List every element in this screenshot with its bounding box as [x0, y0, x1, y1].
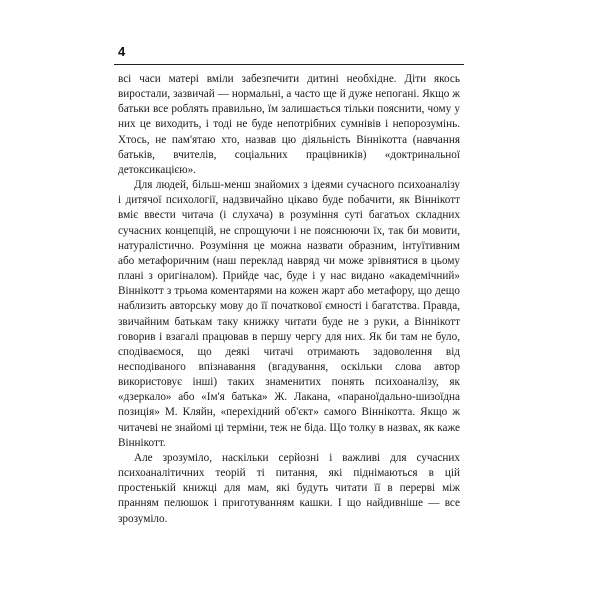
paragraph-2: Для людей, більш-менш знайомих з ідеями сучасного психоаналізу і дитячої психології, надзвичайно цікаво буде побачити, як Віннікотт вміє ввести читача (і слухача) в розуміння суті багатьох складних сучасних концепцій, не спрощуючи і не пояснюючи їх, так би мовити, натуралістично. Розуміння це можна назвати образним, інтуїтивним або метафоричним (наш переклад навряд чи може зрівнятися в цьому плані з оригіналом). Прийде час, буде і у нас видано «академічний» Віннікотт з трьома коментарями на кожен жарт або метафору, що дещо наблизить авторську мову до її початкової ємності і багатства. Правда, звичайним батькам таку книжку читати буде не з руки, а Віннікотт говорив і взагалі працював в першу чергу для них. Як би там не було, сподіваємося, що деякі читачі отримають задоволення від несподіваного впізнавання (вгадування, оскільки слова автор використовує інші) таких знаменитих понять психоаналізу, як «дзеркало» або «Ім'я батька» Ж. Лакана, «параноїдально-шизоїдна позиція» М. Кляйн, «перехідний об'єкт» самого Віннікотта. Якщо ж читачеві не знайомі ці терміни, теж не біда. Що толку в назвах, як каже Віннікотт. — [118, 179, 460, 449]
paragraph-3: Але зрозуміло, наскільки серйозні і важливі для сучасних психоаналітичних теорій ті питання, які піднімаються в цій простенькій книжці для мам, які будуть читати її в перерві між пранням пелюшок і приготуванням кашки. І що найдивніше — все зрозуміло. — [118, 451, 460, 525]
paragraph-1: всі часи матері вміли забезпечити дитині необхідне. Діти якось виростали, зазвичай — нормальні, а часто ще й дуже непогані. Якщо ж батьки все роблять правильно, їм залишається тільки пояснити, чому у них це виходить, і тоді не буде непотрібних сумнівів і непорозумінь. Хтось, не пам'ятаю хто, назвав цю діяльність Віннікотта (навчання батьків, вчителів, соціальних працівників) «доктринальної детоксикацією». — [118, 73, 460, 176]
body-text — [118, 72, 460, 527]
header-rule — [114, 64, 464, 65]
page-number: 4 — [118, 44, 126, 59]
